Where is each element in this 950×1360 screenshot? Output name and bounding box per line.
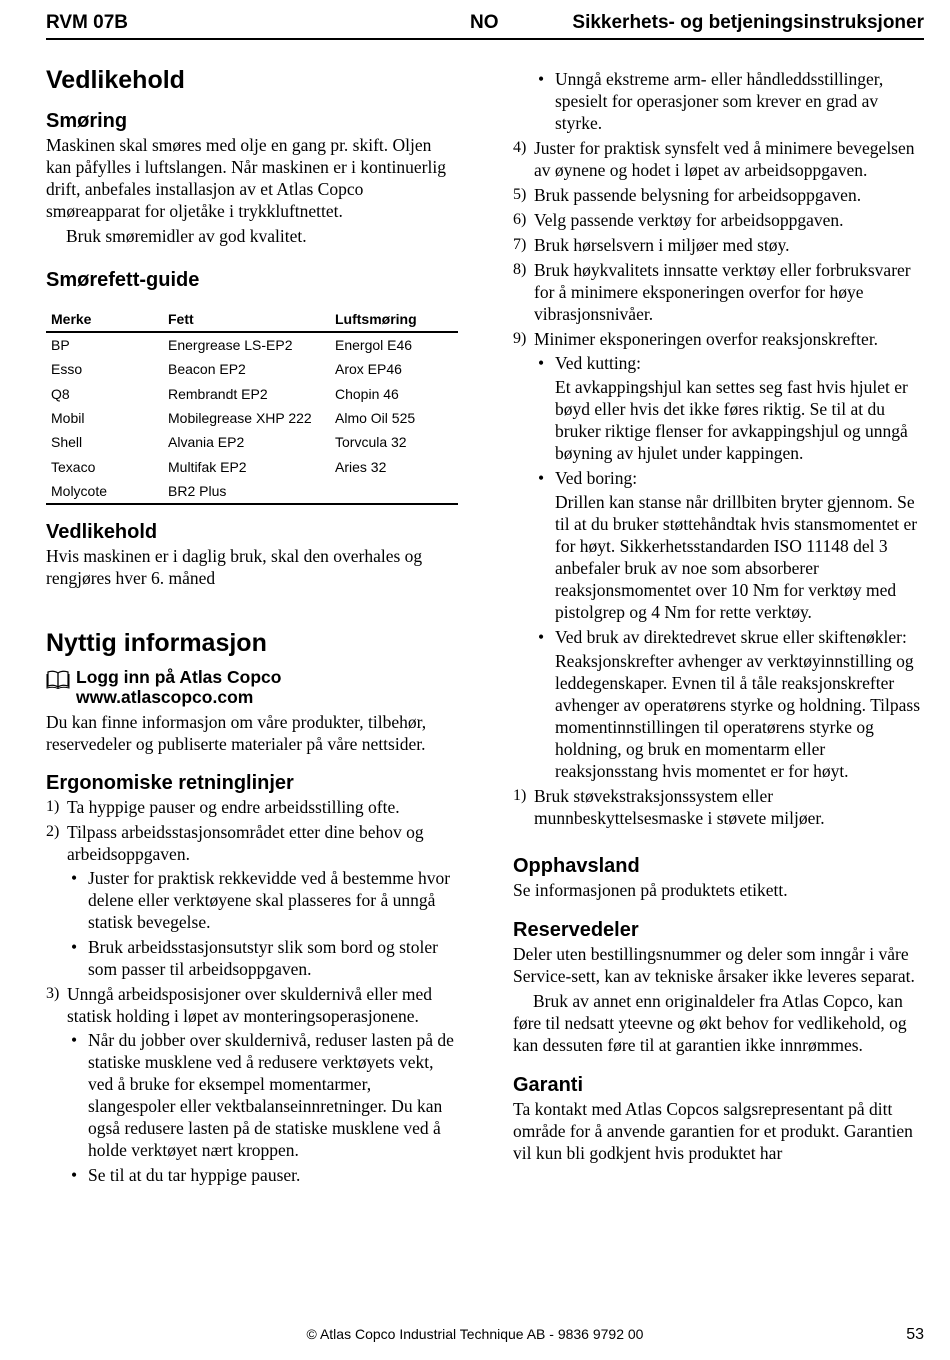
table-row (46, 332, 458, 357)
section-title-nyttig: Nyttig informasjon (46, 629, 267, 658)
right-column (513, 68, 924, 1164)
smoring-text: Maskinen skal smøres med olje en gang pr. skift. Oljen kan påfylles i luftslangen. Når maskinen er i kontinuerlig drift, anbefales installasjon av et Atlas Copco smøreapparat for oljetåke i trykkluftnettet. (46, 135, 446, 221)
header-title: Sikkerhets- og betjeningsinstruksjoner (572, 12, 924, 33)
item-number: 9) (513, 330, 527, 347)
list-item (513, 137, 924, 181)
item-number: 8) (513, 261, 527, 278)
vedlikehold-text: Hvis maskinen er i daglig bruk, skal den overhales og rengjøres hver 6. måned (46, 546, 423, 589)
page-number: 53 (906, 1326, 924, 1343)
heading-vedlikehold: Vedlikehold (46, 521, 158, 544)
table-cell: Energol E46 (335, 337, 413, 354)
item-text: Juster for praktisk synsfelt ved å minimere bevegelsen av øynene og hodet i løpet av arbeidsoppgaven. (534, 138, 915, 180)
grease-table-header (46, 307, 458, 332)
login-line: Logg inn på Atlas Copco (76, 667, 282, 688)
table-cell: Arox EP46 (335, 361, 402, 378)
table-row (46, 406, 458, 430)
list-item (513, 328, 924, 782)
table-cell: Mobil (51, 410, 85, 427)
item-number: 4) (513, 139, 527, 156)
item-text: Ta hyppige pauser og endre arbeidsstilling ofte. (67, 797, 400, 818)
bullet-list (67, 1029, 458, 1186)
table-row (46, 357, 458, 381)
page-header (46, 10, 924, 40)
bullet-text: Ved kutting: (555, 353, 642, 373)
item-number: 3) (46, 985, 60, 1003)
item-text: Minimer eksponeringen overfor reaksjonskrefter. (534, 329, 879, 349)
item-text: Bruk passende belysning for arbeidsoppgaven. (534, 185, 862, 205)
column-header-fett: Fett (163, 307, 330, 332)
list-item (46, 983, 458, 1186)
table-cell: Almo Oil 525 (335, 410, 416, 427)
bullet-item (534, 352, 924, 464)
bullet-paragraph: Reaksjonskrefter avhenger av verktøyinnstilling og leddegenskaper. Evnen til å tåle reaksjonskrefter avhenger av operatørens styrke og holdning. Tilpass momentinnstillingen til operatørens styrke og holdning, og bruk en momentarm eller reaksjonsstang hvis momentet er for høyt. (555, 651, 921, 781)
bullet-paragraph: Drillen kan stanse når drillbiten bryter gjennom. Se til at du bruker støttehåndtak hvis stansmomentet er for høyt. Sikkerhetsstandarden ISO 11148 del 3 anbefaler bruk av noe som absorberer reaksjonsmomentet over 10 Nm for verktøy med pistolgrep og 4 Nm for rette verktøy. (555, 492, 918, 622)
website-link[interactable]: www.atlascopco.com (76, 687, 254, 708)
item-text: Bruk støvekstraksjonssystem eller munnbeskyttelsesmaske i støvete miljøer. (534, 786, 825, 828)
bullet-item (67, 867, 458, 933)
bullet-icon: • (538, 69, 545, 89)
table-cell: Q8 (51, 385, 70, 402)
heading-reservedeler: Reservedeler (513, 919, 639, 941)
heading-garanti: Garanti (513, 1074, 584, 1096)
item-text: Bruk hørselsvern i miljøer med støy. (534, 235, 790, 255)
list-item (513, 785, 924, 829)
bullet-text: Ved bruk av direktedrevet skrue eller skiftenøkler: (555, 627, 907, 647)
bullet-item (534, 68, 924, 134)
bullet-text: Når du jobber over skuldernivå, reduser lasten på de statiske musklene ved å redusere verktøyets vekt, ved å bruke for eksempel momentarmer, slangespoler eller vektbalanseinnretninger. Du kan også redusere lasten på de statiske musklene ved å holde verktøyet nært kroppen. (88, 1030, 454, 1161)
section-title-vedlikehold: Vedlikehold (46, 66, 185, 94)
table-cell: BR2 Plus (168, 482, 227, 499)
item-text: Tilpass arbeidsstasjonsområdet etter dine behov og arbeidsoppgaven. (67, 822, 424, 865)
garanti-text: Ta kontakt med Atlas Copcos salgsrepresentant på ditt område for å anvende garantien for et produkt. Garantien vil kun bli godkjent hvis produktet har (513, 1099, 913, 1163)
bullet-text: Unngå ekstreme arm- eller håndleddsstillinger, spesielt for operasjoner som krever en grad av styrke. (555, 69, 884, 133)
bullet-item (534, 467, 924, 623)
table-cell: Energrease LS-EP2 (168, 337, 293, 354)
item-number: 1) (46, 798, 60, 816)
list-item (46, 796, 458, 818)
bullet-text: Juster for praktisk rekkevidde ved å bestemme hvor delene eller verktøyene skal plasseres for å unngå statisk bevegelse. (88, 868, 451, 933)
bullet-icon: • (71, 1165, 78, 1186)
ergonomi-list (46, 796, 458, 1186)
header-language: NO (470, 12, 499, 33)
table-cell: Esso (51, 361, 83, 378)
table-cell: Rembrandt EP2 (168, 385, 268, 402)
table-cell: Shell (51, 434, 83, 451)
bullet-list (534, 68, 924, 134)
heading-ergonomi: Ergonomiske retninglinjer (46, 772, 294, 795)
book-icon (46, 669, 70, 689)
bullet-item (67, 1029, 458, 1161)
login-reference (46, 667, 458, 707)
column-header-luftsmoring: Luftsmøring (330, 307, 458, 332)
table-row (46, 382, 458, 406)
bullet-icon: • (538, 627, 545, 647)
heading-smoring: Smøring (46, 110, 128, 132)
bullet-text: Ved boring: (555, 468, 638, 488)
table-cell (330, 479, 458, 504)
bullet-text: Bruk arbeidsstasjonsutstyr slik som bord og stoler som passer til arbeidsoppgaven. (88, 937, 438, 980)
table-cell: Texaco (51, 458, 96, 475)
item-text: Unngå arbeidsposisjoner over skuldernivå eller med statisk holding i løpet av monteringsoperasjonene. (67, 984, 432, 1027)
item-number: 2) (46, 823, 60, 841)
table-cell: Torvcula 32 (335, 434, 407, 451)
table-cell: Beacon EP2 (168, 361, 246, 378)
bullet-list (67, 867, 458, 980)
item-text: Velg passende verktøy for arbeidsoppgaven. (534, 210, 844, 230)
table-cell: Molycote (51, 482, 108, 499)
table-cell: Chopin 46 (335, 385, 399, 402)
heading-smorefett-guide: Smørefett-guide (46, 269, 200, 291)
bullet-list (534, 352, 924, 782)
list-item (46, 821, 458, 980)
bullet-text: Se til at du tar hyppige pauser. (88, 1165, 301, 1186)
table-cell: Multifak EP2 (168, 458, 247, 475)
item-number: 6) (513, 211, 527, 228)
list-item (513, 259, 924, 325)
item-text: Bruk høykvalitets innsatte verktøy eller forbruksvarer for å minimere eksponeringen overfor for høye vibrasjonsnivåer. (534, 260, 911, 324)
column-header-merke: Merke (46, 307, 163, 332)
left-column (46, 64, 458, 1189)
item-number: 7) (513, 236, 527, 253)
header-model: RVM 07B (46, 12, 129, 33)
table-cell: Mobilegrease XHP 222 (168, 410, 312, 427)
table-cell: BP (51, 337, 70, 354)
reservedeler-text-2: Bruk av annet enn originaldeler fra Atlas Copco, kan føre til nedsatt yteevne og økt behov for vedlikehold, og kan dessuten føre til at garantien ikke innrømmes. (513, 991, 907, 1055)
bullet-paragraph: Et avkappingshjul kan settes seg fast hvis hjulet er bøyd eller hvis det ikke føres riktig. Se til at du bruker riktige flenser for avkappingshjul og unngå bøyning av hjulet under kappingen. (555, 377, 908, 463)
bullet-icon: • (71, 868, 78, 889)
bullet-icon: • (71, 1030, 78, 1051)
item-number: 5) (513, 186, 527, 203)
table-row (46, 479, 458, 504)
table-cell: Aries 32 (335, 458, 387, 475)
bullet-icon: • (538, 468, 545, 488)
item-number: 1) (513, 787, 527, 804)
nyttig-text: Du kan finne informasjon om våre produkter, tilbehør, reservedeler og publiserte materialer på våre nettsider. (46, 712, 427, 755)
footer-copyright: © Atlas Copco Industrial Technique AB - 9836 9792 00 (306, 1326, 644, 1342)
table-row (46, 430, 458, 454)
heading-opphavsland: Opphavsland (513, 855, 640, 877)
grease-table (46, 307, 458, 505)
bullet-item (67, 936, 458, 980)
opphavsland-text: Se informasjonen på produktets etikett. (513, 880, 788, 900)
table-row (46, 454, 458, 478)
smoring-text-2: Bruk smøremidler av god kvalitet. (66, 226, 307, 246)
list-item (513, 209, 924, 231)
ergonomi-list-continued (513, 137, 924, 829)
bullet-item (534, 626, 924, 782)
reservedeler-text: Deler uten bestillingsnummer og deler som inngår i våre Service-sett, kan av tekniske årsaker ikke leveres separat. (513, 944, 915, 986)
list-item (513, 184, 924, 206)
bullet-icon: • (538, 353, 545, 373)
bullet-item (67, 1164, 458, 1186)
bullet-icon: • (71, 937, 78, 958)
list-item (513, 234, 924, 256)
table-cell: Alvania EP2 (168, 434, 245, 451)
